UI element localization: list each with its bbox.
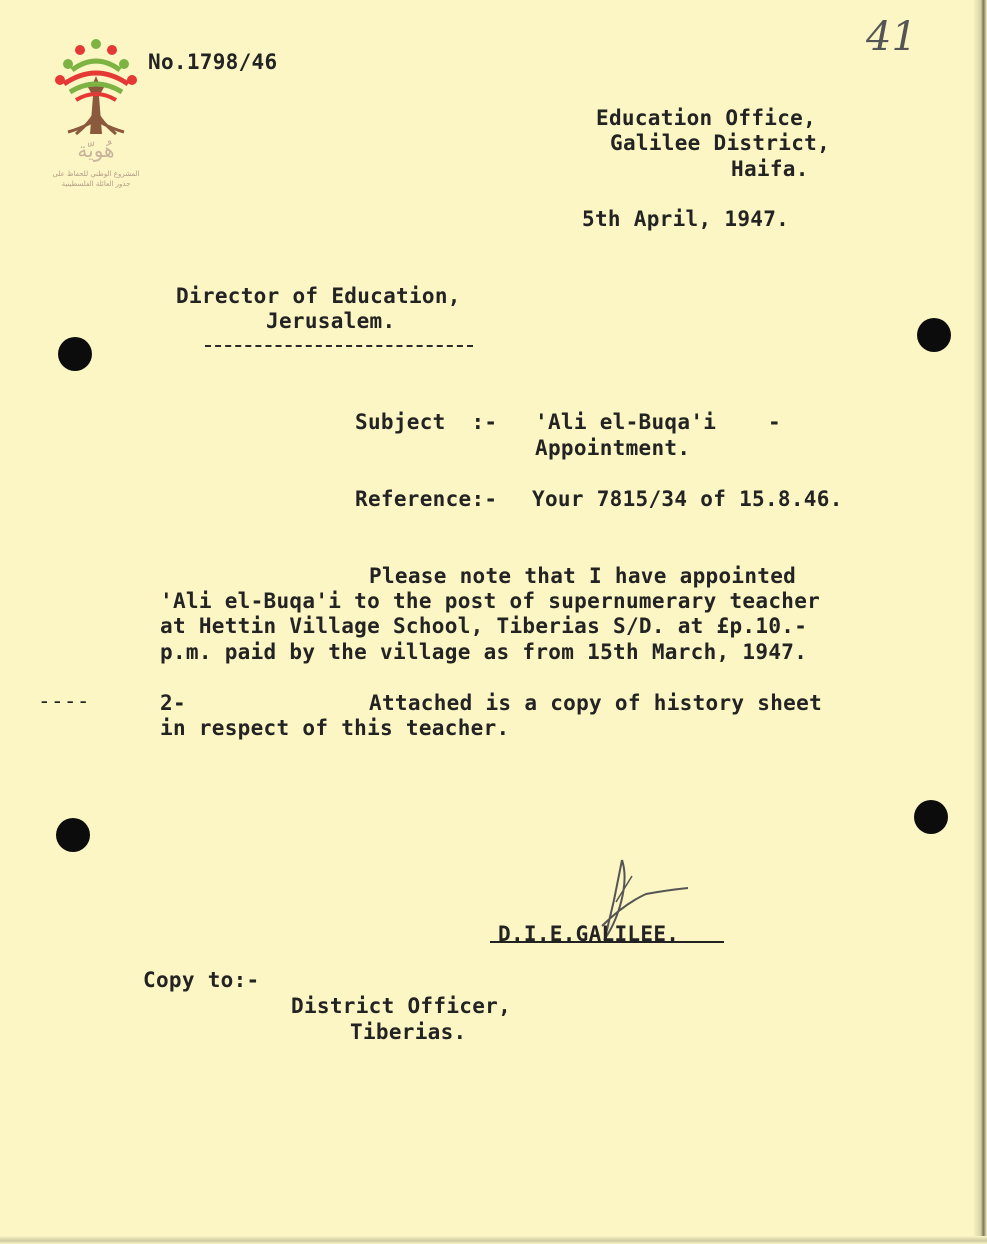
sender-address-line3: Haifa. [731, 157, 809, 181]
body-para1-line1: Please note that I have appointed [369, 564, 797, 588]
reference-label: Reference:- [355, 487, 498, 511]
recipient-underline [205, 345, 473, 347]
copy-to-line2: Tiberias. [350, 1020, 467, 1044]
logo-script-title: هُويّة [77, 138, 115, 162]
body-para2-line2: in respect of this teacher. [160, 716, 510, 740]
logo-caption-line2: جذور العائلة الفلسطينية [61, 180, 131, 188]
sender-address-line1: Education Office, [596, 106, 817, 130]
signature-underline [490, 941, 724, 943]
body-para2-number: 2- [160, 691, 186, 715]
punch-hole [58, 337, 92, 371]
subject-label: Subject :- [355, 410, 498, 434]
subject-line1: 'Ali el-Buqa'i - [535, 410, 781, 434]
copy-to-line1: District Officer, [291, 994, 512, 1018]
ref-number: No.1798/46 [148, 50, 278, 74]
punch-hole [56, 818, 90, 852]
sender-address-line2: Galilee District, [610, 131, 831, 155]
punch-hole [914, 800, 948, 834]
paper-edge-bottom [0, 1236, 987, 1244]
body-para1-line4: p.m. paid by the village as from 15th March, 1947. [160, 640, 808, 664]
body-para1-line2: 'Ali el-Buqa'i to the post of supernumerary teacher [160, 589, 821, 613]
paper-edge-right [973, 0, 987, 1244]
recipient-line1: Director of Education, [176, 284, 461, 308]
subject-line2: Appointment. [535, 436, 691, 460]
body-para2-line1: Attached is a copy of history sheet [369, 691, 823, 715]
recipient-line2: Jerusalem. [266, 309, 396, 333]
logo-caption-line1: المشروع الوطني للحفاظ على [52, 170, 140, 178]
copy-to-label: Copy to:- [143, 968, 260, 992]
body-para2-dash: ---- [38, 689, 90, 713]
page-number: 41 [866, 14, 917, 60]
archive-logo [46, 36, 146, 196]
signature-title: D.I.E.GALILEE. [498, 922, 680, 946]
punch-hole [917, 318, 951, 352]
letter-date: 5th April, 1947. [582, 207, 790, 231]
tree-logo-icon [46, 36, 146, 136]
body-para1-line3: at Hettin Village School, Tiberias S/D. at £p.10.- [160, 614, 808, 638]
reference-text: Your 7815/34 of 15.8.46. [532, 487, 843, 511]
